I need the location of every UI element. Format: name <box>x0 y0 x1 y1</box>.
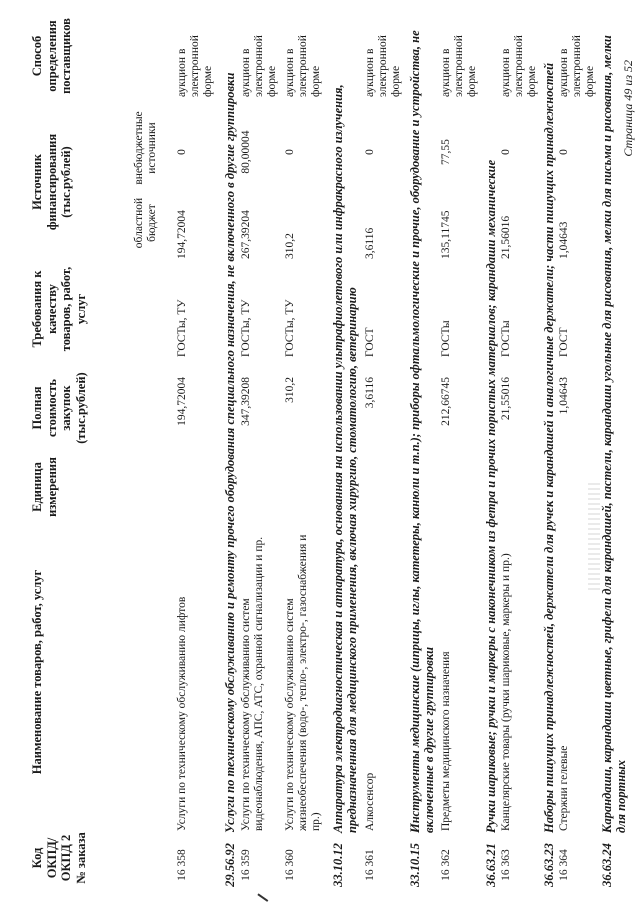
row-method: аукцион в электронной форме <box>284 35 322 97</box>
row-requirements: ГОСТы <box>440 320 452 357</box>
row-regional-budget: 21,56016 <box>500 215 512 259</box>
row-regional-budget: 194,72004 <box>176 210 188 259</box>
group-title: Карандаши, карандаши цветные, грифели для карандашей, пастели, карандаши угольные для рисования, мелки для письма и рисования, мелки для портных <box>600 35 628 833</box>
row-code: 16 363 <box>500 849 512 881</box>
group-code: 36.63.23 <box>542 843 556 887</box>
row-regional-budget: 135,11745 <box>440 210 452 259</box>
group-code: 33.10.15 <box>408 843 422 887</box>
row-requirements: ГОСТ <box>364 327 376 357</box>
row-total-cost: 1,04643 <box>558 377 570 415</box>
row-requirements: ГОСТы, ТУ <box>176 299 188 357</box>
group-title: Услуги по техническому обслуживанию и ремонту прочего оборудования специального назначения, не включенного в другие группировки <box>223 72 237 833</box>
row-method: аукцион в электронной форме <box>500 35 538 97</box>
row-code: 16 358 <box>176 849 188 881</box>
row-extra-budget: 0 <box>176 149 188 155</box>
row-method: аукцион в электронной форме <box>558 35 596 97</box>
header-financing: Источник финансирования (тыс.рублей) <box>30 133 73 231</box>
group-title: Наборы пишущих принадлежностей, держатели для ручек и карандашей и аналогичные держатели; части пишущих принадлежностей <box>542 62 556 833</box>
row-name: Услуги по техническому обслуживанию лифтов <box>176 596 188 831</box>
page-number: Страница 49 из 52 <box>621 60 635 157</box>
row-method: аукцион в электронной форме <box>440 35 478 97</box>
group-code: 33.10.12 <box>331 843 345 887</box>
group-code: 36.63.21 <box>484 843 498 887</box>
header-name: Наименование товаров, работ, услуг <box>30 569 44 775</box>
group-code: 36.63.24 <box>600 843 614 887</box>
row-total-cost: 347,39208 <box>240 377 252 426</box>
row-code: 16 364 <box>558 849 570 881</box>
row-name: Алкосенсор <box>364 772 376 831</box>
group-title: Инструменты медицинские (шприцы, иглы, катетеры, канюли и т.п.); приборы офтальмологические и прочие, оборудование и устройства, не включенные в другие группировки <box>408 30 436 833</box>
scan-artifact <box>588 480 600 590</box>
row-code: 16 361 <box>364 849 376 881</box>
row-total-cost: 212,66745 <box>440 377 452 426</box>
table-header <box>18 12 176 887</box>
row-extra-budget: 0 <box>364 149 376 155</box>
row-method: аукцион в электронной форме <box>364 35 402 97</box>
row-name: Предметы медицинского назначения <box>440 651 452 831</box>
header-total-cost: Полная стоимость закупок (тыс.рублей) <box>30 372 88 444</box>
row-total-cost: 21,55016 <box>500 377 512 421</box>
group-title: Аппаратура электродиагностическая и аппаратура, основанная на использовании ультрафиолетового или инфракрасного излучения, предназначенная для медицинского применения, включая хирургию, стоматологию, ветеринарию <box>331 84 359 833</box>
row-requirements: ГОСТы <box>500 320 512 357</box>
row-regional-budget: 1,04643 <box>558 221 570 259</box>
group-title: Ручки шариковые; ручки и маркеры с наконечником из фетра и прочих пористых материалов; карандаши механические <box>484 159 498 833</box>
header-unit: Единица измерения <box>30 457 59 517</box>
row-requirements: ГОСТ <box>558 327 570 357</box>
row-extra-budget: 0 <box>500 149 512 155</box>
row-regional-budget: 3,6116 <box>364 227 376 259</box>
row-method: аукцион в электронной форме <box>176 35 214 97</box>
row-total-cost: 3,6116 <box>364 377 376 409</box>
row-code: 16 360 <box>284 849 296 881</box>
header-financing-regional: областной бюджет <box>133 197 158 249</box>
group-code: 29.56.92 <box>223 843 237 887</box>
row-extra-budget: 0 <box>284 149 296 155</box>
row-total-cost: 310,2 <box>284 377 296 403</box>
row-name: Канцелярские товары (ручки шариковые, маркеры и пр.) <box>500 553 512 831</box>
row-requirements: ГОСТы, ТУ <box>284 299 296 357</box>
row-name: Услуги по техническому обслуживанию систем жизнеобеспечения (водо-, тепло-, электро-, газоснабжения и пр.) <box>284 534 322 831</box>
row-code: 16 359 <box>240 849 252 881</box>
row-total-cost: 194,72004 <box>176 377 188 426</box>
row-method: аукцион в электронной форме <box>240 35 278 97</box>
header-financing-extra: внебюджетные источники <box>133 111 158 185</box>
row-extra-budget: 77,55 <box>440 139 452 165</box>
row-extra-budget: 0 <box>558 149 570 155</box>
header-method: Способ определения поставщиков <box>30 18 73 94</box>
row-code: 16 362 <box>440 849 452 881</box>
row-regional-budget: 310,2 <box>284 233 296 259</box>
row-name: Стержни гелевые <box>558 745 570 831</box>
row-requirements: ГОСТы, ТУ <box>240 299 252 357</box>
scan-mark <box>257 890 270 902</box>
header-requirements: Требования к качеству товаров, работ, услуг <box>30 266 88 352</box>
row-regional-budget: 267,39204 <box>240 210 252 259</box>
header-code: Код ОКПД/ ОКПД 2 № заказа <box>30 832 88 884</box>
row-name: Услуги по техническому обслуживанию систем видеонаблюдения, АПС, АТС, охранной сигнализации и пр. <box>240 536 265 831</box>
row-extra-budget: 80,00004 <box>240 130 252 174</box>
